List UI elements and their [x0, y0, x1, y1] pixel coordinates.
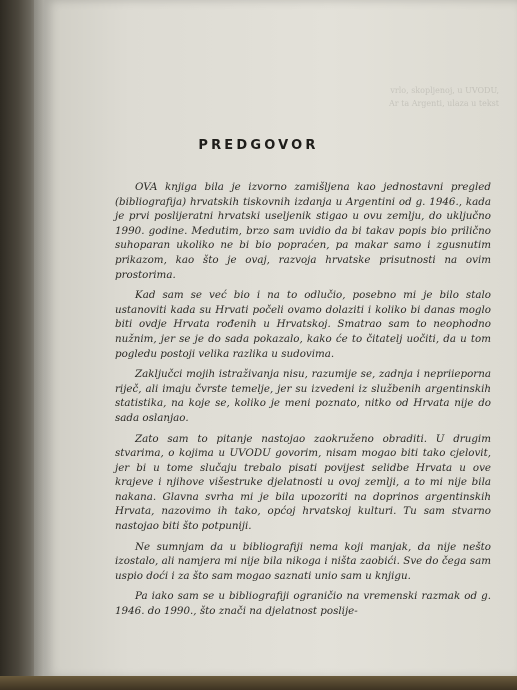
table-surface — [0, 676, 517, 690]
paragraph: Zato sam to pitanje nastojao zaokruženo obraditi. U drugim stvarima, o kojima u UVODU govorim, nisam mogao biti tako cjelovit, jer bi u tome slučaju trebalo pisati povijest selidbe Hrvata u ove krajeve i njihove višestruke djelatnosti u ovoj zemlji, a to mi nije bila nakana. Glavna svrha mi je bila upozoriti na doprinos argentinskih Hrvata, nazovimo ih tako, općoj hrvatskoj kulturi. Tu sam stvarno nastojao biti što potpuniji. — [115, 432, 491, 533]
bleed-through-text: vrlo, skopljenoj, u UVODU, Ar ta Argenti, ulaza u tekst — [389, 86, 499, 108]
paragraph: Kad sam se već bio i na to odlučio, posebno mi je bilo stalo ustanoviti kada su Hrvati počeli ovamo dolaziti i koliko bi danas moglo biti ovdje Hrvata rođenih u Hrvatskoj. Smatrao sam to neophodno nužnim, jer se je do sada pokazalo, kako će to čitatelj uočiti, da u tom pogledu postoji velika razlika u sudovima. — [115, 289, 491, 360]
page-heading: PREDGOVOR — [198, 138, 319, 153]
preface-body — [115, 180, 491, 625]
paragraph: Pa iako sam se u bibliografiji ograničio na vremenski razmak od g. 1946. do 1990., što znači na djelatnost poslije- — [115, 590, 491, 618]
paragraph: Zaključci mojih istraživanja nisu, razumije se, zadnja i nepriieporna riječ, ali imaju čvrste temelje, jer su izvedeni iz službenih argentinskih statistika, na koje se, koliko je meni poznato, nitko od Hrvata nije do sada oslanjao. — [115, 368, 491, 424]
paragraph: Ne sumnjam da u bibliografiji nema koji manjak, da nije nešto izostalo, ali namjera mi nije bila nikoga i ništa zaobići. Sve do čega sam uspio doći i za što sam mogao saznati unio sam u knjigu. — [115, 540, 491, 582]
paragraph: OVA knjiga bila je izvorno zamišljena kao jednostavni pregled (bibliografija) hrvatskih tiskovnih izdanja u Argentini od g. 1946., kada je prvi poslijeratni hrvatski useljenik stigao u ovu zemlju, do uključno 1990. godine. Medutim, brzo sam uvidio da bi takav popis bio prilično suhoparan ukoliko ne bi bio popraćen, pa makar samo i zgusnutim prikazom, kao što je ovaj, razvoja hrvatske prisutnosti na ovim prostorima. — [115, 181, 491, 281]
